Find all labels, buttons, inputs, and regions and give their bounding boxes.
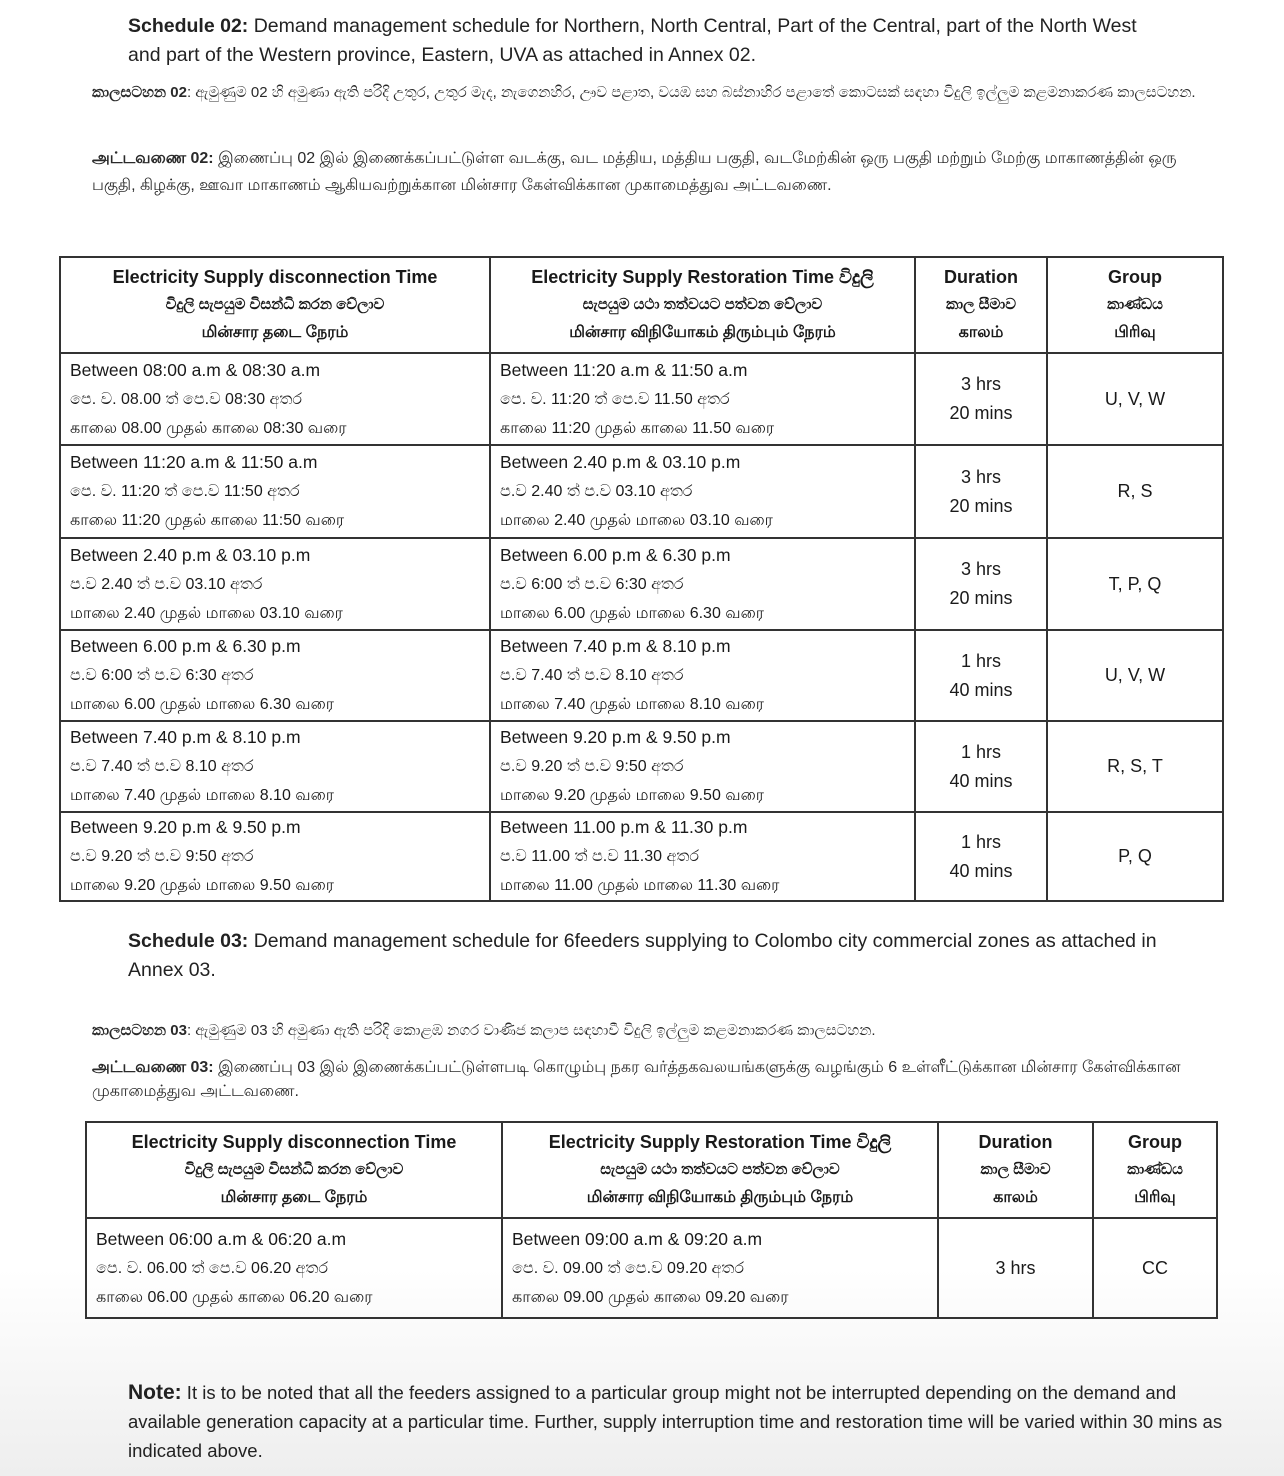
restoration-cell: Between 11.00 p.m & 11.30 p.m ප.ව 11.00 ත් ප.ව 11.30 අතර மாலை 11.00 முதல் மாலை 11.30 வரை	[490, 812, 915, 901]
header-restoration-time: Electricity Supply Restoration Time විදුලි සැපයුම යථා තත්වයට පත්වන වේලාව மின்சார விநியோகம் திரும்பும் நேரம்	[490, 257, 915, 353]
schedule-02-sinhala: කාලසටහන 02: ඇමුණුම 02 හි අමුණා ඇති පරිදි උතුර, උතුර මැද, නැගෙනහිර, ඌව පළාත, වයඹ සහ බස්නාහිර පළාතේ කොටසක් සඳහා විදුලි ඉල්ලුම කළමනාකරණ කාලසටහන.	[92, 84, 1196, 101]
note-label: Note:	[128, 1381, 182, 1404]
header-restoration-time: Electricity Supply Restoration Time විදුලි සැපයුම යථා තත්වයට පත්වන වේලාව மின்சார விநியோகம் திரும்பும் நேரம்	[502, 1122, 938, 1218]
schedule-03-english: Schedule 03: Demand management schedule for 6feeders supplying to Colombo city commercial zones as attached in Annex 03.	[128, 930, 1157, 981]
table-row	[60, 812, 1223, 901]
schedule-02-sinhala-label: කාලසටහන 02	[92, 84, 187, 101]
group-cell: T, P, Q	[1047, 538, 1223, 630]
header-group: Group කාණ්ඩය பிரிவு	[1093, 1122, 1217, 1218]
schedule-03-label: Schedule 03:	[128, 930, 249, 952]
duration-cell: 3 hrs 20 mins	[915, 445, 1047, 538]
restoration-cell: Between 11:20 a.m & 11:50 a.m පෙ. ව. 11:20 ත් පෙ.ව 11.50 අතර காலை 11:20 முதல் காலை 11.50 வரை	[490, 353, 915, 445]
schedule-02-table	[59, 256, 1224, 902]
schedule-03-table	[85, 1121, 1218, 1319]
duration-cell: 1 hrs 40 mins	[915, 812, 1047, 901]
table-row	[60, 445, 1223, 538]
schedule-02-tamil-label: அட்டவணை 02:	[92, 150, 214, 167]
schedule-02-english: Schedule 02: Demand management schedule for Northern, North Central, Part of the Central, part of the North West and part of the Western province, Eastern, UVA as attached in Annex 02.	[128, 15, 1137, 66]
duration-cell: 3 hrs 20 mins	[915, 353, 1047, 445]
duration-cell: 1 hrs 40 mins	[915, 630, 1047, 721]
disconnection-cell: Between 06:00 a.m & 06:20 a.m පෙ. ව. 06.00 ත් පෙ.ව 06.20 අතර காலை 06.00 முதல் காலை 06.20 வரை	[86, 1218, 502, 1318]
restoration-cell: Between 09:00 a.m & 09:20 a.m පෙ. ව. 09.00 ත් පෙ.ව 09.20 අතර காலை 09.00 முதல் காலை 09.20 வரை	[502, 1218, 938, 1318]
table-row	[60, 353, 1223, 445]
schedule-02-tamil: அட்டவணை 02: இணைப்பு 02 இல் இணைக்கப்பட்டுள்ள வடக்கு, வட மத்திய, மத்திய பகுதி, வடமேற்கின் ஒரு பகுதி மற்றும் மேற்கு மாகாணத்தின் ஒரு பகுதி, கிழக்கு, ஊவா மாகாணம் ஆகியவற்றுக்கான மின்சார கேள்விக்கான முகாமைத்துவ அட்டவணை.	[92, 150, 1177, 194]
table-row	[60, 538, 1223, 630]
header-disconnection-time: Electricity Supply disconnection Time විදුලි සැපයුම විසන්ධි කරන වේලාව மின்சார தடை நேரம்	[60, 257, 490, 353]
restoration-cell: Between 9.20 p.m & 9.50 p.m ප.ව 9.20 ත් ප.ව 9:50 අතර மாலை 9.20 முதல் மாலை 9.50 வரை	[490, 721, 915, 812]
duration-cell: 1 hrs 40 mins	[915, 721, 1047, 812]
header-duration: Duration කාල සීමාව காலம்	[938, 1122, 1093, 1218]
restoration-cell: Between 7.40 p.m & 8.10 p.m ප.ව 7.40 ත් ප.ව 8.10 අතර மாலை 7.40 முதல் மாலை 8.10 வரை	[490, 630, 915, 721]
table-row	[86, 1218, 1217, 1318]
restoration-cell: Between 6.00 p.m & 6.30 p.m ප.ව 6:00 ත් ප.ව 6:30 අතර மாலை 6.00 முதல் மாலை 6.30 வரை	[490, 538, 915, 630]
restoration-cell: Between 2.40 p.m & 03.10 p.m ප.ව 2.40 ත් ප.ව 03.10 අතර மாலை 2.40 முதல் மாலை 03.10 வரை	[490, 445, 915, 538]
group-cell: U, V, W	[1047, 630, 1223, 721]
disconnection-cell: Between 6.00 p.m & 6.30 p.m ප.ව 6:00 ත් ප.ව 6:30 අතර மாலை 6.00 முதல் மாலை 6.30 வரை	[60, 630, 490, 721]
schedule-03-tamil-label: அட்டவணை 03:	[92, 1059, 214, 1076]
table-header-row	[86, 1122, 1217, 1218]
header-group: Group කාණ්ඩය பிரிவு	[1047, 257, 1223, 353]
note-paragraph: Note: It is to be noted that all the feeders assigned to a particular group might not be interrupted depending on the demand and available generation capacity at a particular time. Further, supply interruption time and restoration time will be varied within 30 mins as indicated above.	[128, 1381, 1223, 1461]
duration-cell: 3 hrs 20 mins	[915, 538, 1047, 630]
group-cell: R, S	[1047, 445, 1223, 538]
schedule-03-sinhala-label: කාලසටහන 03	[92, 1022, 187, 1039]
group-cell: P, Q	[1047, 812, 1223, 901]
table-row	[60, 630, 1223, 721]
duration-cell: 3 hrs	[938, 1218, 1093, 1318]
schedule-03-tamil: அட்டவணை 03: இணைப்பு 03 இல் இணைக்கப்பட்டுள்ளபடி கொழும்பு நகர வர்த்தகவலயங்களுக்கு வழங்கும் 6 உள்ளீட்டுக்கான மின்சார கேள்விக்கான முகாமைத்துவ அட்டவணை.	[92, 1059, 1181, 1100]
disconnection-cell: Between 7.40 p.m & 8.10 p.m ප.ව 7.40 ත් ප.ව 8.10 අතර மாலை 7.40 முதல் மாலை 8.10 வரை	[60, 721, 490, 812]
disconnection-cell: Between 08:00 a.m & 08:30 a.m පෙ. ව. 08.00 ත් පෙ.ව 08:30 අතර காலை 08.00 முதல் காலை 08:30 வரை	[60, 353, 490, 445]
disconnection-cell: Between 2.40 p.m & 03.10 p.m ප.ව 2.40 ත් ප.ව 03.10 අතර மாலை 2.40 முதல் மாலை 03.10 வரை	[60, 538, 490, 630]
disconnection-cell: Between 11:20 a.m & 11:50 a.m පෙ. ව. 11:20 ත් පෙ.ව 11:50 අතර காலை 11:20 முதல் காலை 11:50 வரை	[60, 445, 490, 538]
group-cell: CC	[1093, 1218, 1217, 1318]
group-cell: R, S, T	[1047, 721, 1223, 812]
disconnection-cell: Between 9.20 p.m & 9.50 p.m ප.ව 9.20 ත් ප.ව 9:50 අතර மாலை 9.20 முதல் மாலை 9.50 வரை	[60, 812, 490, 901]
schedule-02-label: Schedule 02:	[128, 15, 249, 37]
table-row	[60, 721, 1223, 812]
header-disconnection-time: Electricity Supply disconnection Time විදුලි සැපයුම විසන්ධි කරන වේලාව மின்சார தடை நேரம்	[86, 1122, 502, 1218]
group-cell: U, V, W	[1047, 353, 1223, 445]
table-header-row	[60, 257, 1223, 353]
schedule-03-sinhala: කාලසටහන 03: ඇමුණුම 03 හි අමුණා ඇති පරිදි කොළඹ නගර වාණිජ කලාප සඳහාවී විදුලි ඉල්ලුම කළමනාකරණ කාලසටහන.	[92, 1022, 876, 1039]
header-duration: Duration කාල සීමාව காலம்	[915, 257, 1047, 353]
